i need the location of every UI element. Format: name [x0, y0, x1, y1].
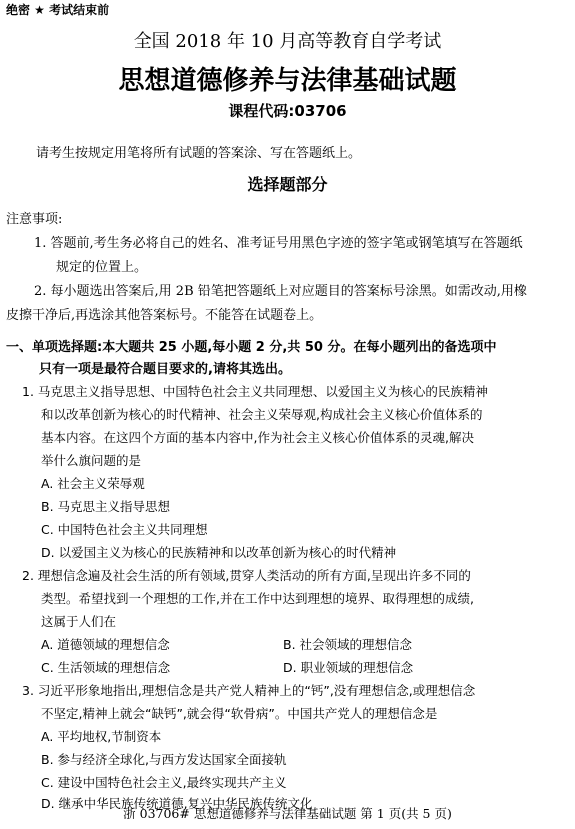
- question-1-stem-line: 和以改革创新为核心的时代精神、社会主义荣辱观,构成社会主义核心价值体系的: [41, 407, 483, 422]
- question-3-option-b: B. 参与经济全球化,与西方发达国家全面接轨: [41, 752, 287, 767]
- question-1-option-d: D. 以爱国主义为核心的民族精神和以改革创新为核心的时代精神: [41, 545, 397, 560]
- confidentiality-label: 绝密 ★ 考试结束前: [6, 3, 110, 17]
- part-one-heading: 一、单项选择题:本大题共 25 小题,每小题 2 分,共 50 分。在每小题列出的备选项中: [6, 340, 497, 355]
- question-2-stem-line: 2. 理想信念遍及社会生活的所有领域,贯穿人类活动的所有方面,呈现出许多不同的: [22, 568, 471, 583]
- question-2-option-b: B. 社会领域的理想信念: [283, 637, 413, 652]
- question-1-stem-line: 举什么旗问题的是: [41, 453, 142, 468]
- question-3-option-a: A. 平均地权,节制资本: [41, 729, 162, 744]
- question-2-stem-line: 这属于人们在: [41, 614, 117, 629]
- question-3-option-d: D. 继承中华民族传统道德,复兴中华民族传统文化: [41, 796, 313, 811]
- answer-instruction: 请考生按规定用笔将所有试题的答案涂、写在答题纸上。: [36, 146, 362, 161]
- exam-title: 全国 2018 年 10 月高等教育自学考试: [133, 31, 442, 52]
- section-title: 选择题部分: [247, 175, 328, 194]
- note-item-1-line-2: 规定的位置上。: [56, 260, 148, 275]
- question-2-stem-line: 类型。希望找到一个理想的工作,并在工作中达到理想的境界、取得理想的成绩,: [41, 591, 474, 606]
- question-2-option-a: A. 道德领域的理想信念: [41, 637, 170, 652]
- course-code: 课程代码:03706: [228, 102, 347, 120]
- question-1-option-c: C. 中国特色社会主义共同理想: [41, 522, 208, 537]
- question-2-option-c: C. 生活领域的理想信念: [41, 660, 171, 675]
- question-3-stem-line: 3. 习近平形象地指出,理想信念是共产党人精神上的“钙”,没有理想信念,或理想信念: [22, 683, 476, 698]
- page-footer: 浙 03706# 思想道德修养与法律基础试题 第 1 页(共 5 页): [123, 806, 452, 821]
- note-item-2-line-2: 皮擦干净后,再选涂其他答案标号。不能答在试题卷上。: [6, 308, 323, 323]
- question-1-option-b: B. 马克思主义指导思想: [41, 499, 171, 514]
- subject-title: 思想道德修养与法律基础试题: [118, 66, 457, 96]
- question-1-stem-line: 基本内容。在这四个方面的基本内容中,作为社会主义核心价值体系的灵魂,解决: [41, 430, 474, 445]
- notes-heading: 注意事项:: [6, 212, 63, 227]
- question-3-option-c: C. 建设中国特色社会主义,最终实现共产主义: [41, 775, 287, 790]
- note-item-2-line-1: 2. 每小题选出答案后,用 2B 铅笔把答题纸上对应题目的答案标号涂黑。如需改动,用橡: [34, 284, 527, 299]
- question-1-stem-line: 1. 马克思主义指导思想、中国特色社会主义共同理想、以爱国主义为核心的民族精神: [22, 384, 488, 399]
- question-2-option-d: D. 职业领域的理想信念: [283, 660, 414, 675]
- part-one-heading-line-2: 只有一项是最符合题目要求的,请将其选出。: [39, 362, 291, 377]
- question-3-stem-line: 不坚定,精神上就会“缺钙”,就会得“软骨病”。中国共产党人的理想信念是: [41, 706, 438, 721]
- note-item-1-line-1: 1. 答题前,考生务必将自己的姓名、准考证号用黑色字迹的签字笔或钢笔填写在答题纸: [34, 236, 523, 251]
- question-1-option-a: A. 社会主义荣辱观: [41, 476, 145, 491]
